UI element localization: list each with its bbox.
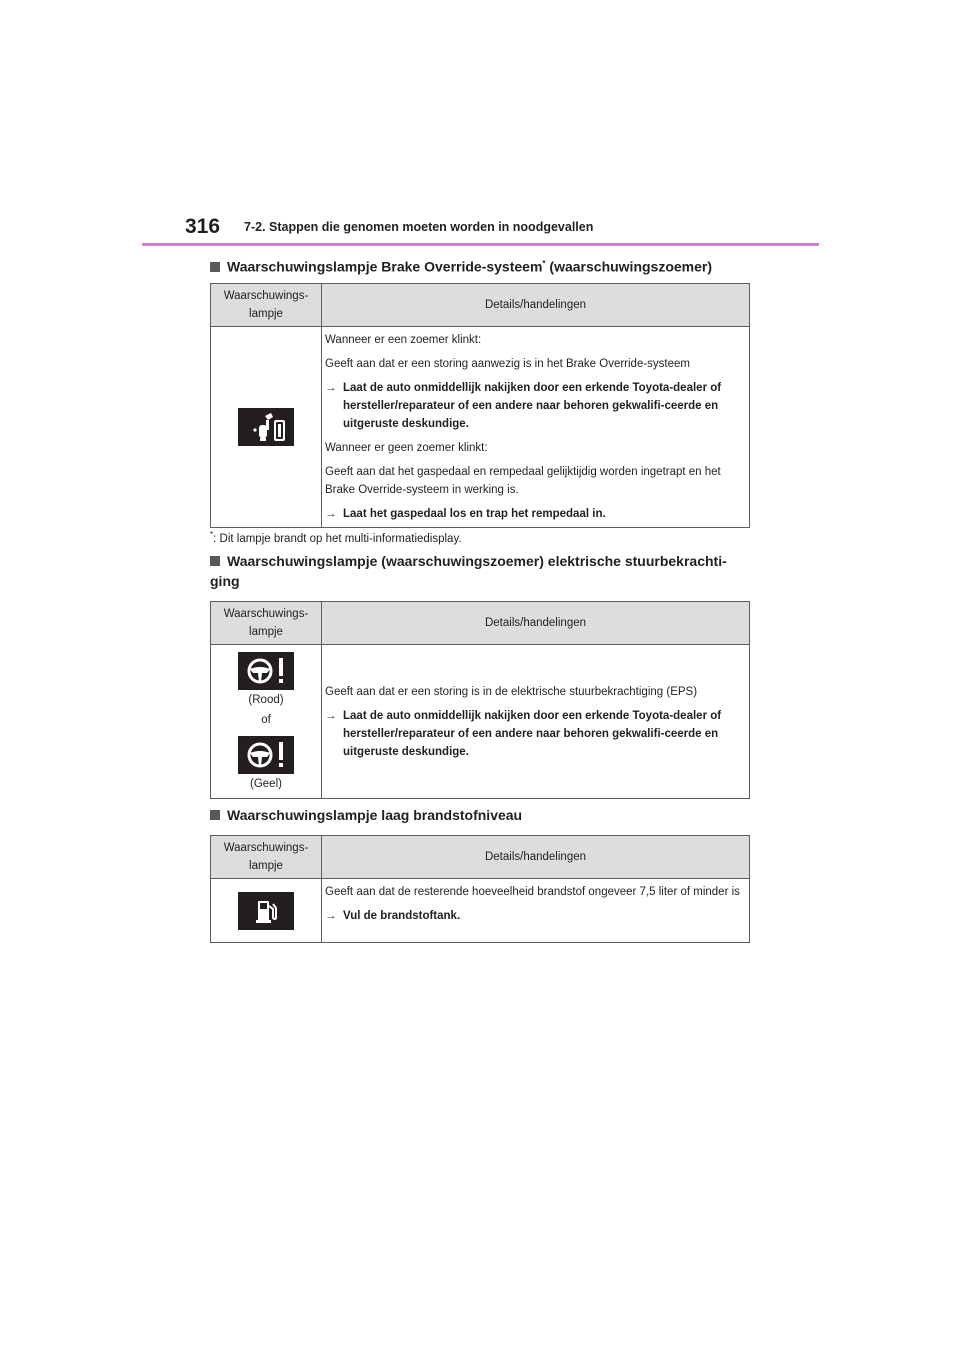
header-rule xyxy=(142,243,819,246)
arrow-right-icon: → xyxy=(325,910,337,922)
brake-override-table xyxy=(210,283,750,528)
lamp-cell xyxy=(211,645,322,799)
details-cell xyxy=(322,645,750,799)
action-line xyxy=(325,379,744,433)
section-heading-low-fuel xyxy=(210,805,755,825)
detail-line: Wanneer er een zoemer klinkt: xyxy=(325,334,482,346)
heading-text: Waarschuwingslampje laag brandstofniveau xyxy=(227,807,523,823)
details-cell xyxy=(322,327,750,528)
action-line xyxy=(325,505,744,523)
action-text: Laat het gaspedaal los en trap het rempedaal in. xyxy=(343,508,606,520)
page-number: 316 xyxy=(185,215,221,238)
detail-line: Geeft aan dat er een storing aanwezig is in het Brake Override-systeem xyxy=(325,358,690,370)
header-lamp: Waarschuwings-lampje xyxy=(211,602,322,645)
detail-line: Geeft aan dat er een storing is in de elektrische stuurbekrachtiging (EPS) xyxy=(325,685,698,698)
power-steering-warning-icon xyxy=(238,736,294,774)
square-bullet-icon xyxy=(210,810,220,820)
table-header-row xyxy=(211,836,750,879)
lamp-cell xyxy=(211,879,322,943)
detail-line: Geeft aan dat het gaspedaal en rempedaal gelijktijdig worden ingetrapt en het Brake Override-systeem in werking is. xyxy=(325,466,721,496)
or-text: of xyxy=(261,713,271,726)
lamp-cell xyxy=(211,327,322,528)
header-details: Details/handelingen xyxy=(322,284,750,327)
power-steering-warning-icon xyxy=(238,652,294,690)
details-cell xyxy=(322,879,750,943)
section-heading-power-steering xyxy=(210,551,755,591)
caption-yellow: (Geel) xyxy=(250,777,282,790)
heading-text: Waarschuwingslampje Brake Override-systeem xyxy=(227,258,543,275)
table-row xyxy=(211,879,750,943)
header-lamp: Waarschuwings-lampje xyxy=(211,836,322,879)
power-steering-table xyxy=(210,601,750,799)
square-bullet-icon xyxy=(210,556,220,566)
table-header-row xyxy=(211,602,750,645)
header-lamp: Waarschuwings-lampje xyxy=(211,284,322,327)
detail-line: Wanneer er geen zoemer klinkt: xyxy=(325,442,488,454)
footnote-mark: * xyxy=(542,259,546,268)
action-line xyxy=(325,707,744,761)
caption-red: (Rood) xyxy=(248,693,284,706)
table-row xyxy=(211,645,750,799)
table-header-row xyxy=(211,284,750,327)
arrow-right-icon: → xyxy=(325,382,337,394)
square-bullet-icon xyxy=(210,262,220,272)
header-details: Details/handelingen xyxy=(322,602,750,645)
footnote-mark: * xyxy=(210,530,214,539)
action-text: Laat de auto onmiddellijk nakijken door een erkende Toyota-dealer of hersteller/reparateur of een andere naar behoren gekwalifi-ceerde en uitgeruste deskundige. xyxy=(343,709,722,758)
chapter-title: 7-2. Stappen die genomen moeten worden in noodgevallen xyxy=(244,220,594,234)
heading-text: Waarschuwingslampje (waarschuwingszoemer) elektrische stuurbekrachti-ging xyxy=(210,553,727,589)
footnote-text: : Dit lampje brandt op het multi-informatiedisplay. xyxy=(213,532,462,545)
section-heading-brake-override xyxy=(210,254,755,277)
action-text: Laat de auto onmiddellijk nakijken door een erkende Toyota-dealer of hersteller/reparateur of een andere naar behoren gekwalifi-ceerde en uitgeruste deskundige. xyxy=(343,382,722,430)
action-text: Vul de brandstoftank. xyxy=(343,910,461,922)
arrow-right-icon: → xyxy=(325,508,337,520)
heading-suffix: (waarschuwingszoemer) xyxy=(545,258,713,275)
arrow-right-icon: → xyxy=(325,709,337,722)
brake-override-warning-icon xyxy=(238,408,294,446)
footnote xyxy=(210,527,462,547)
detail-line: Geeft aan dat de resterende hoeveelheid brandstof ongeveer 7,5 liter of minder is xyxy=(325,886,740,898)
action-line xyxy=(325,907,744,925)
low-fuel-table xyxy=(210,835,750,943)
header-details: Details/handelingen xyxy=(322,836,750,879)
fuel-pump-icon xyxy=(238,892,294,930)
table-row xyxy=(211,327,750,528)
